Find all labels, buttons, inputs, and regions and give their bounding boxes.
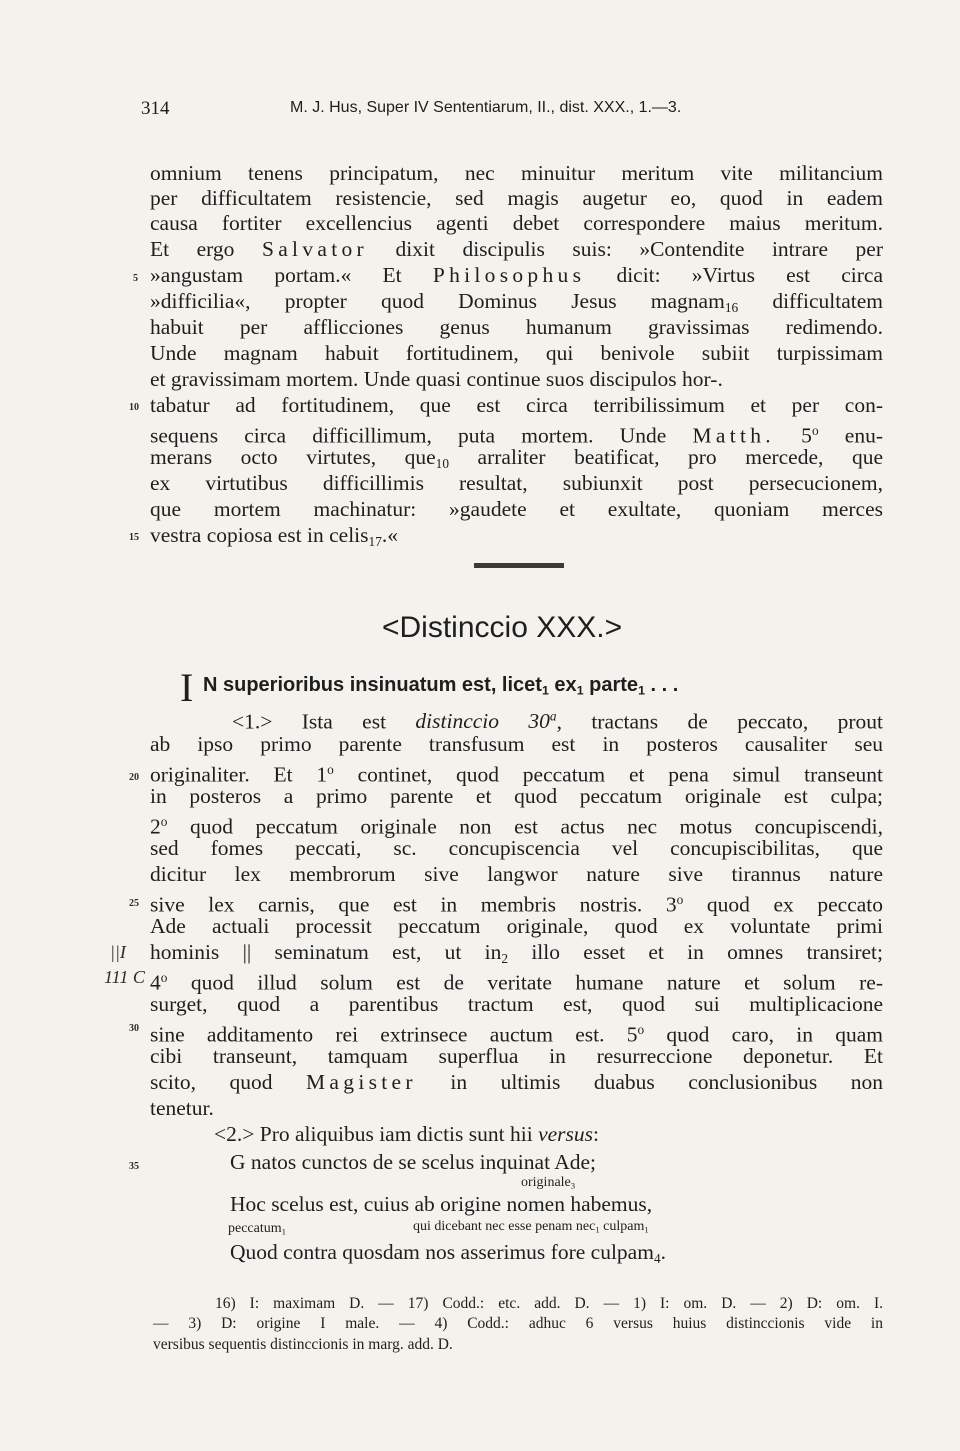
footnote-line: — 3) D: origine I male. — 4) Codd.: adhuc 6 versus huius distinccionis vide in	[153, 1315, 883, 1332]
text-line: scito, quod Magister in ultimis duabus conclusionibus non	[150, 1070, 884, 1094]
text-line: ex virtutibus difficillimis resultat, subiunxit post persecucionem,	[150, 471, 883, 495]
text-line: »angustam portam.« Et Philosophus dicit: »Virtus est circa	[150, 263, 884, 287]
line-number: 5	[133, 273, 138, 284]
verse-line: Hoc scelus est, cuius ab origine nomen habemus,	[230, 1192, 653, 1216]
verse-line: Quod contra quosdam nos asserimus fore culpam$_4$.	[230, 1240, 666, 1266]
text-line: sine additamento rei extrinsece auctum est. 5$^o$ quod caro, in quam	[150, 1022, 883, 1047]
text-line: Et ergo Salvator dixit discipulis suis: »Contendite intrare per	[150, 237, 884, 261]
text-line: habuit per afflicciones genus humanum gravissimas redimendo.	[150, 315, 883, 339]
text-line: causa fortiter excellencius agenti debet correspondere maius meritum.	[150, 211, 883, 235]
text-line: »difficilia«, propter quod Dominus Jesus magnam$_{16}$ difficultatem	[150, 289, 883, 315]
running-title: M. J. Hus, Super IV Sententiarum, II., dist. XXX., 1.—3.	[290, 99, 682, 116]
text-line: vestra copiosa est in celis$_{17}$.«	[150, 523, 398, 549]
text-line: in posteros a primo parente et quod peccatum originale est culpa;	[150, 784, 883, 808]
incipit-line: N superioribus insinuatum est, licet$_1$ $ex_1$ parte$_1$ . . .	[203, 674, 679, 698]
margin-note: 111 C	[104, 967, 145, 987]
text-line: per difficultatem resistencie, sed magis augetur eo, quod in eadem	[150, 186, 883, 210]
text-line: tenetur.	[150, 1096, 214, 1120]
text-line: merans octo virtutes, que$_{10}$ arraliter beatificat, pro mercede, que	[150, 445, 883, 471]
line-number: 10	[129, 402, 139, 413]
margin-note: ||I	[110, 942, 126, 962]
text-line: sive lex carnis, que est in membris nostris. 3$^o$ quod ex peccato	[150, 892, 884, 917]
text-line: 2$^o$ quod peccatum originale non est actus nec motus concupiscendi,	[150, 814, 883, 839]
text-line: que mortem machinatur: »gaudete et exultate, quoniam merces	[150, 497, 883, 521]
text-line: Ade actuali processit peccatum originale, quod ex voluntate primi	[150, 914, 883, 938]
text-line: cibi transeunt, tamquam superflua in resurreccione deponetur. Et	[150, 1044, 883, 1068]
verse-line: G natos cunctos de se scelus inquinat Ade;	[230, 1150, 597, 1174]
section-heading: <Distinccio XXX.>	[382, 611, 623, 644]
text-line: <1.> Ista est distinccio 30$^a$, tractans de peccato, prout	[232, 709, 883, 734]
text-line: surget, quod a parentibus tractum est, quod sui multiplicacione	[150, 992, 883, 1016]
text-line: Unde magnam habuit fortitudinem, qui benivole subiit turpissimam	[150, 341, 883, 365]
text-line: et gravissimam mortem. Unde quasi continue suos discipulos hor-.	[150, 367, 723, 391]
text-line: sequens circa difficillimum, puta mortem. Unde Matth. 5$^o$ enu-	[150, 423, 884, 448]
line-number: 35	[129, 1161, 139, 1172]
text-line: dicitur lex membrorum sive langwor nature sive tirannus nature	[150, 862, 883, 886]
line-number: 15	[129, 532, 139, 543]
footnote-line: versibus sequentis distinccionis in marg. add. D.	[153, 1336, 453, 1353]
line-number: 20	[129, 772, 139, 783]
text-line: omnium tenens principatum, nec minuitur meritum vite militancium	[150, 161, 883, 185]
verse-gloss: originale$_3$	[521, 1175, 576, 1191]
text-line: hominis || seminatum est, ut $in_2$ illo esset et in omnes transiret;	[150, 940, 883, 966]
line-number: 25	[129, 898, 139, 909]
text-line: originaliter. Et 1$^o$ continet, quod peccatum et pena simul transeunt	[150, 762, 883, 787]
verse-gloss: peccatum$_1$	[228, 1221, 286, 1237]
text-line: ab ipso primo parente transfusum est in posteros causaliter seu	[150, 732, 883, 756]
incipit-initial: I	[180, 665, 194, 710]
text-line: 4$^o$ quod illud solum est de veritate humane nature et solum re-	[150, 970, 883, 995]
text-line: tabatur ad fortitudinem, que est circa terribilissimum et per con-	[150, 393, 883, 417]
line-number: 30	[129, 1023, 139, 1034]
text-line: <2.> Pro aliquibus iam dictis sunt hii versus:	[214, 1122, 599, 1146]
page-number: 314	[141, 98, 170, 119]
ornamental-rule	[474, 563, 564, 568]
verse-gloss: qui dicebant nec esse penam nec$_1$ culpam$_1$	[413, 1219, 649, 1235]
footnote-line: 16) I: maximam D. — 17) Codd.: etc. add. D. — 1) I: om. D. — 2) D: om. I.	[215, 1295, 883, 1312]
text-line: sed fomes peccati, sc. concupiscencia vel concupiscibilitas, que	[150, 836, 883, 860]
